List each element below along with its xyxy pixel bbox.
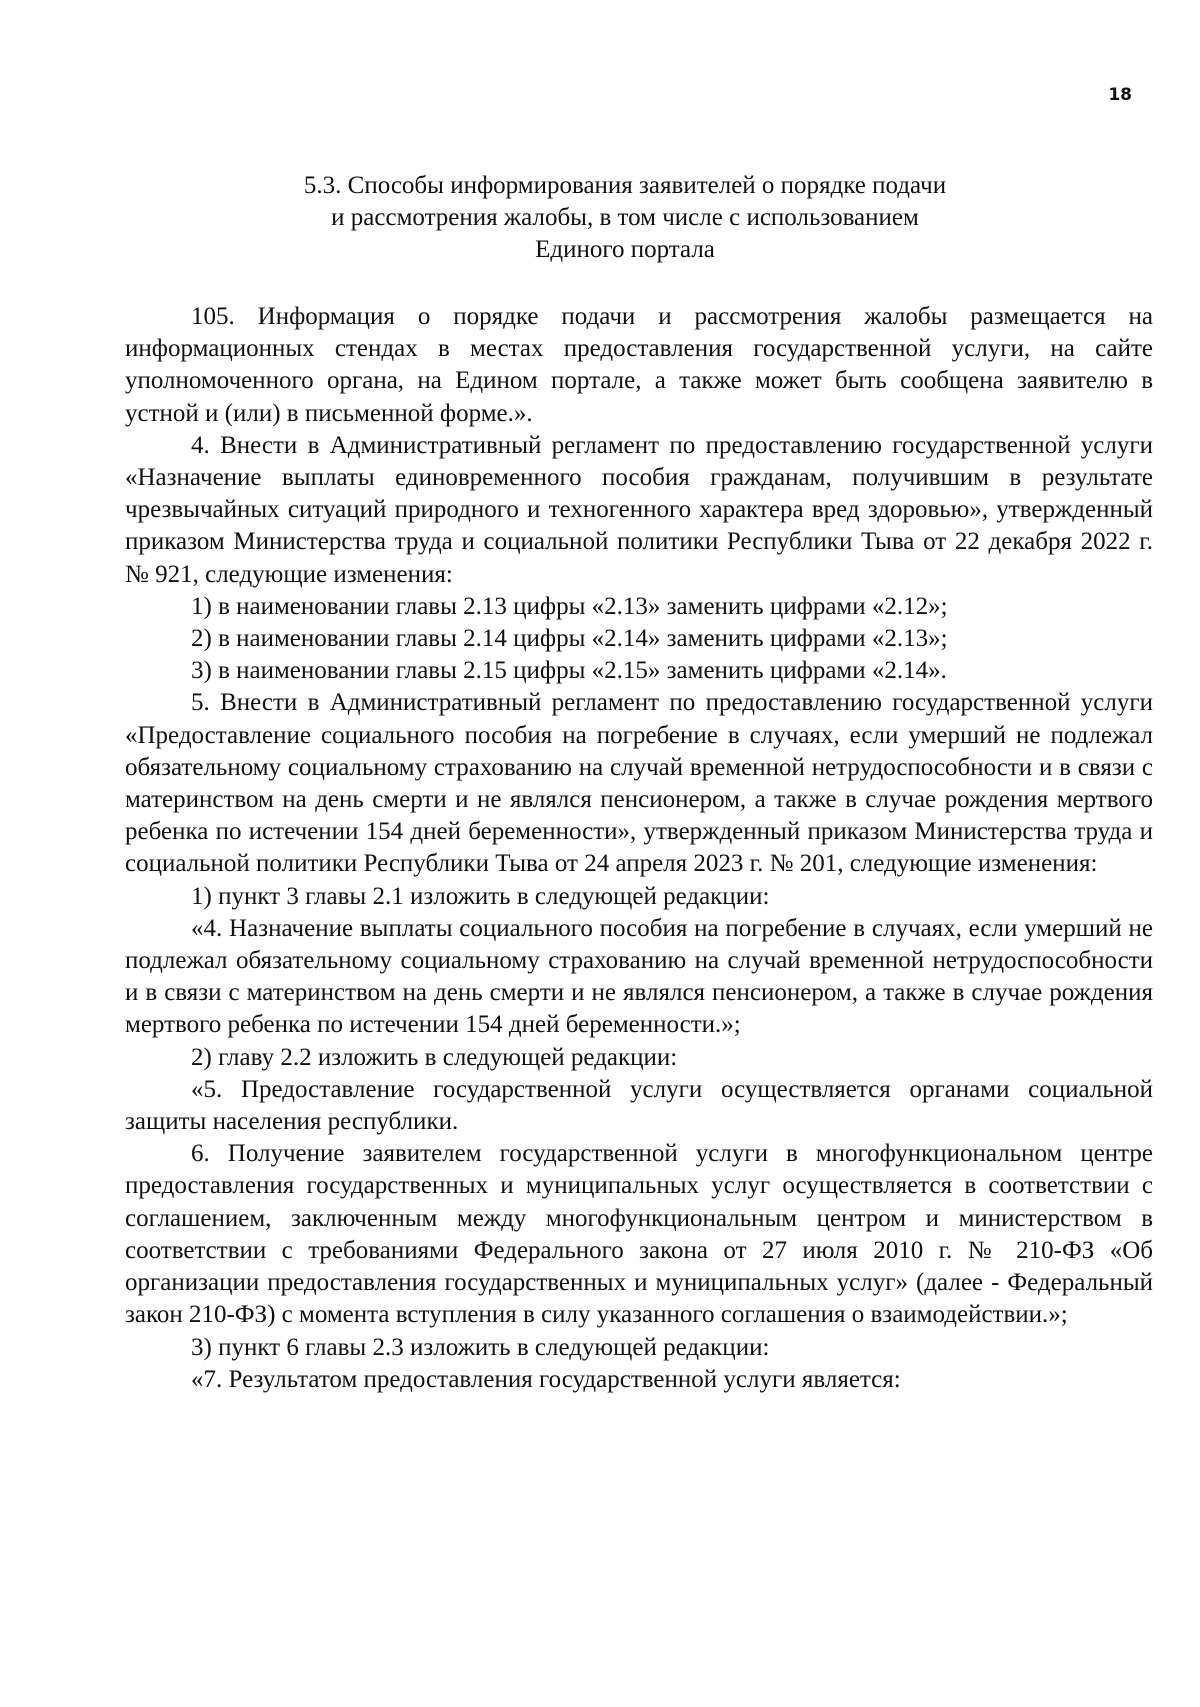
paragraph-point-5: «5. Предоставление государственной услуги осуществляется органами социальной защиты населения республики. <box>125 1075 1153 1136</box>
paragraph-point-6: 6. Получение заявителем государственной услуги в многофункциональном центре предоставления государственных и муниципальных услуг осуществляется в соответствии с соглашением, заключенным между многофункциональным центром и министерством в соответствии с требованиями Федерального закона от 27 июля 2010 г. № 210-ФЗ «Об организации предоставления государственных и муниципальных услуг» (далее - Федеральный закон 210-ФЗ) с момента вступления в силу указанного соглашения о взаимодействии.»; <box>125 1140 1153 1329</box>
paragraph-item-4: 4. Внести в Административный регламент по предоставлению государственной услуги «Назначение выплаты единовременного пособия гражданам, получившим в результате чрезвычайных ситуаций природного и техногенного характера вред здоровью», утвержденный приказом Министерства труда и социальной политики Республики Тыва от 22 декабря 2022 г. № 921, следующие изменения: <box>125 431 1153 588</box>
paragraph-point-4: «4. Назначение выплаты социального пособия на погребение в случаях, если умерший не подлежал обязательному социальному страхованию на случай временной нетрудоспособности и в связи с материнством на день смерти и не являлся пенсионером, а также в случае рождения мертвого ребенка по истечении 154 дней беременности.»; <box>125 914 1153 1039</box>
document-body <box>125 301 1153 1396</box>
page-number: 18 <box>1108 85 1132 105</box>
section-heading-line-1: 5.3. Способы информирования заявителей о порядке подачи <box>303 172 947 199</box>
paragraph-item-5-sub-1: 1) пункт 3 главы 2.1 изложить в следующей редакции: <box>191 882 770 910</box>
section-heading <box>125 170 1125 266</box>
paragraph-item-4-sub-3: 3) в наименовании главы 2.15 цифры «2.15» заменить цифрами «2.14». <box>191 657 947 685</box>
paragraph-105: 105. Информация о порядке подачи и рассмотрения жалобы размещается на информационных стендах в местах предоставления государственной услуги, на сайте уполномоченного органа, на Едином портале, а также может быть сообщена заявителю в устной и (или) в письменной форме.». <box>125 303 1153 427</box>
section-heading-line-2: и рассмотрения жалобы, в том числе с использованием <box>331 204 919 231</box>
section-heading-line-3: Единого портала <box>535 236 715 263</box>
paragraph-item-4-sub-2: 2) в наименовании главы 2.14 цифры «2.14» заменить цифрами «2.13»; <box>191 625 948 653</box>
paragraph-item-5-sub-2: 2) главу 2.2 изложить в следующей редакции: <box>191 1043 678 1071</box>
paragraph-item-5: 5. Внести в Административный регламент по предоставлению государственной услуги «Предоставление социального пособия на погребение в случаях, если умерший не подлежал обязательному социальному страхованию на случай временной нетрудоспособности и в связи с материнством на день смерти и не являлся пенсионером, а также в случае рождения мертвого ребенка по истечении 154 дней беременности», утвержденный приказом Министерства труда и социальной политики Республики Тыва от 24 апреля 2023 г. № 201, следующие изменения: <box>125 689 1153 878</box>
paragraph-item-5-sub-3: 3) пункт 6 главы 2.3 изложить в следующей редакции: <box>191 1333 770 1361</box>
paragraph-item-4-sub-1: 1) в наименовании главы 2.13 цифры «2.13» заменить цифрами «2.12»; <box>191 592 948 620</box>
paragraph-point-7: «7. Результатом предоставления государственной услуги является: <box>191 1365 901 1393</box>
